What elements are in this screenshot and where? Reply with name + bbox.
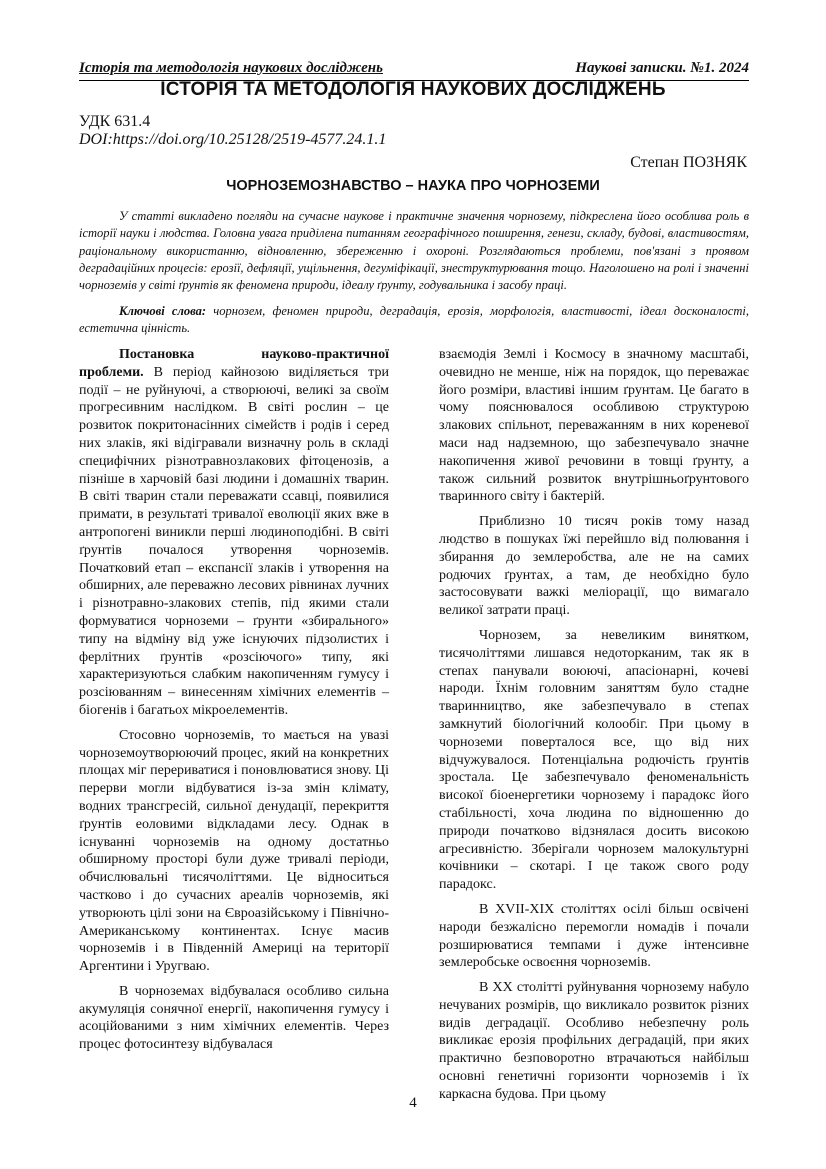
article-title: ЧОРНОЗЕМОЗНАВСТВО – НАУКА ПРО ЧОРНОЗЕМИ bbox=[226, 178, 600, 194]
paragraph-text: В період кайнозою виділяється три події – не руйнуючі, а створюючі, великі за своїм прогресивним наслідком. В світі рослин – це розвиток покритонасінних сімейств і родів і серед них злаків, які відігравали визначну роль в складі специфічних різнотравнозлакових фітоценозів, а пізніше в харчовій базі людини і домашніх тварин. В світі тварин стали переважати ссавці, появилися примати, в результаті тривалої еволюції яких вже в антропогені виникли перші людиноподібні. В світі ґрунтів почалося утворення чорноземів. Початковий етап – експансії злаків і утворення на обширних, але переважно лесових рівнинах лучних і різнотравно-злакових степів, під якими стали формуватися чорноземи – ґрунти «збирального» типу на відміну від уже існуючих підзолистих і ферлітних ґрунтів «розсіючого» типу, які характеризуються слабким накопиченням гумусу і розсіюванням – винесенням хімічних елементів – біогенів і багатьох мікроелементів. bbox=[79, 364, 390, 718]
body-column-right bbox=[439, 346, 749, 1111]
section-title: ІСТОРІЯ ТА МЕТОДОЛОГІЯ НАУКОВИХ ДОСЛІДЖЕНЬ bbox=[160, 79, 666, 100]
author-name: Степан ПОЗНЯК bbox=[630, 154, 747, 171]
paragraph: В XX столітті руйнування чорнозему набуло нечуваних розмірів, що викликало розвиток різних видів деградації. Особливо небезпечну роль викликає ерозія профільних деградацій, при яких практично безповоротно втрачаються найбільш основні генетичні горизонти чорноземів і їх каркасна будова. При цьому bbox=[439, 980, 749, 1102]
keywords bbox=[79, 303, 749, 338]
keywords-label: Ключові слова: bbox=[119, 304, 207, 318]
page-number: 4 bbox=[409, 1095, 417, 1111]
paragraph: Чорнозем, за невеликим винятком, тисячоліттями лишався недоторканим, так як в степах панували воюючі, апасіонарні, кочеві народи. Їхнім головним заняттям було стадне тваринництво, яке забезпечувало в степах замкнутий біологічний колообіг. При цьому в чорноземи поверталося все, що від них відчужувалося. Потенціальна родючість ґрунтів зростала. Це забезпечувало феноменальність високої біоенергетики чорнозему і парадокс його стабільності, хоча людина по відношенню до природи початково відзнялася досить високою агресивністю. Зберігали чорнозем малокультурні кочівники – скотарі. І це також свого роду парадокс. bbox=[439, 627, 749, 893]
doi-link[interactable]: DOI:https://doi.org/10.25128/2519-4577.24.1.1 bbox=[79, 131, 387, 148]
problem-heading: Постановка науково-практичної проблеми. bbox=[79, 347, 389, 380]
keywords-text: чорнозем, феномен природи, деградація, ерозія, морфологія, властивості, ідеал досконалості, естетична цінність. bbox=[79, 304, 749, 336]
paragraph: В чорноземах відбувалася особливо сильна акумуляція сонячної енергії, накопичення гумусу і асоційованими з ним хімічних елементів. Через процес фотосинтезу відбувалася bbox=[79, 983, 389, 1053]
abstract: У статті викладено погляди на сучасне наукове і практичне значення чорнозему, підкреслена його особлива роль в історії науки і людства. Головна увага приділена питанням географічного поширення, генези, складу, будові, властивостям, раціональному використанню, відновленню, збереженню і охороні. Розглядаються проблеми, пов'язані з проявом деградаційних процесів: ерозії, дефляції, ущільнення, дегуміфікації, знеструктурювання тощо. Наголошено на ролі і значенні чорноземів у світі ґрунтів як феномена природи, ідеалу ґрунту, годувальника і засобу праці. bbox=[79, 209, 749, 293]
body-column-left bbox=[79, 346, 389, 1061]
paragraph bbox=[79, 346, 389, 720]
running-header-section: Історія та методологія наукових досліджень bbox=[79, 60, 383, 76]
paragraph: Приблизно 10 тисяч років тому назад людство в пошуках їжі перейшло від полювання і збирання до землеробства, але не на самих родючих ґрунтах, а там, де необхідно було застосовувати важкі меліорації, що вимагало великої затрати праці. bbox=[439, 514, 749, 619]
udc-code: УДК 631.4 bbox=[79, 113, 151, 130]
paragraph-continued: взаємодія Землі і Космосу в значному масштабі, очевидно не менше, ніж на порядок, що переважає його розміри, властиві іншим ґрунтам. Це багато в чому пояснювалося особливою структурою злакових спільнот, переважанням в них кореневої маси над надземною, що забезпечувало значне накопичення живої речовини в товщі ґрунту, а також сильний розвиток внутрішньоґрунтового тваринного світу і бактерій. bbox=[439, 347, 749, 505]
running-header bbox=[79, 60, 749, 81]
running-header-journal: Наукові записки. №1. 2024 bbox=[575, 60, 749, 76]
paragraph: Стосовно чорноземів, то мається на увазі чорноземоутворюючий процес, який на конкретних площах міг перериватися і поновлюватися знову. Ці перерви могли відбуватися із-за змін клімату, водних трансгресій, сильної денудації, перекриття ґрунтів еоловими відкладами лесу. Однак в існуванні чорноземів на одному достатньо обширному просторі були дуже тривалі періоди, обчислювальні тисячоліттями. Це відноситься частково і до сучасних ареалів чорноземів, які утворюють цілі зони на Євроазійському і Північно-Американському континентах. Існує масив чорноземів і в Південній Америці на території Аргентини і Уругваю. bbox=[79, 727, 389, 975]
paragraph: В XVII-XIX століттях осілі більш освічені народи безжалісно перемогли номадів і почали розширюватися темпами і дуже інтенсивне землеробське освоєння чорноземів. bbox=[439, 901, 749, 971]
